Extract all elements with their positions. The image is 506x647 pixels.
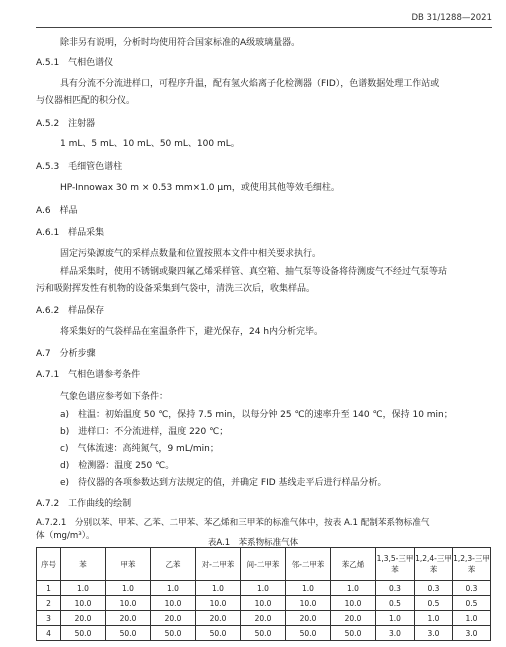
col-header: 苯乙烯 <box>331 548 376 581</box>
table-cell: 50.0 <box>196 626 241 641</box>
col-header: 序号 <box>37 548 61 581</box>
table-header-row <box>37 548 491 581</box>
table-cell: 1.0 <box>241 581 286 596</box>
para-column: HP-Innowax 30 m × 0.53 mm×1.0 μm，或使用其他等效毛细柱。 <box>60 183 340 193</box>
table-cell: 0.5 <box>453 596 491 611</box>
para-glassware: 除非另有说明，分析时均使用符合国家标准的A级玻璃量器。 <box>60 38 301 48</box>
table-cell: 10.0 <box>241 596 286 611</box>
heading-a62: A.6.2 样品保存 <box>36 306 105 316</box>
para-syringe: 1 mL、5 mL、10 mL、50 mL、100 mL。 <box>60 139 240 149</box>
table-row <box>37 626 491 641</box>
table-cell: 20.0 <box>331 611 376 626</box>
col-header: 甲苯 <box>106 548 151 581</box>
table-cell: 0.3 <box>376 581 415 596</box>
table-cell: 20.0 <box>61 611 106 626</box>
table-cell: 1.0 <box>453 611 491 626</box>
heading-a53: A.5.3 毛细管色谱柱 <box>36 162 123 172</box>
table-cell: 50.0 <box>61 626 106 641</box>
para-gc-2: 与仪器相匹配的积分仪。 <box>36 96 136 106</box>
heading-a6: A.6 样品 <box>36 206 78 216</box>
table-cell: 20.0 <box>286 611 331 626</box>
table-cell: 1.0 <box>61 581 106 596</box>
table-cell: 20.0 <box>241 611 286 626</box>
table-cell: 20.0 <box>151 611 196 626</box>
table-cell: 50.0 <box>106 626 151 641</box>
heading-a61: A.6.1 样品采集 <box>36 228 105 238</box>
table-cell: 10.0 <box>331 596 376 611</box>
col-header: 对-二甲苯 <box>196 548 241 581</box>
para-conditions: 气象色谱应参考如下条件： <box>60 392 169 402</box>
col-header: 乙苯 <box>151 548 196 581</box>
table-cell: 0.5 <box>415 596 453 611</box>
para-standard-2: 体（mg/m³）。 <box>36 531 95 541</box>
table-cell: 0.3 <box>415 581 453 596</box>
standard-code: DB 31/1288—2021 <box>411 13 492 23</box>
table-cell: 1.0 <box>106 581 151 596</box>
heading-a71: A.7.1 气相色谱参考条件 <box>36 370 141 380</box>
para-gc-1: 具有分流不分流进样口，可程序升温，配有氢火焰离子化检测器（FID），色谱数据处理工作站或 <box>60 79 440 89</box>
table-row <box>37 611 491 626</box>
table-cell: 1.0 <box>331 581 376 596</box>
list-item-e: e) 待仪器的各项参数达到方法规定的值，并确定 FID 基线走平后进行样品分析。 <box>60 478 387 488</box>
table-cell: 3 <box>37 611 61 626</box>
table-cell: 3.0 <box>376 626 415 641</box>
col-header: 邻-二甲苯 <box>286 548 331 581</box>
para-sampling-1: 固定污染源废气的采样点数量和位置按照本文件中相关要求执行。 <box>60 249 322 259</box>
table-cell: 50.0 <box>286 626 331 641</box>
table-cell: 1 <box>37 581 61 596</box>
header-rule <box>36 27 492 28</box>
list-item-c: c) 气体流速：高纯氮气，9 mL/min； <box>60 444 219 454</box>
table-cell: 10.0 <box>196 596 241 611</box>
para-sampling-2: 样品采集时，使用不锈钢或聚四氟乙烯采样管、真空箱、抽气泵等设备将待测废气不经过气泵等玷 <box>60 267 448 277</box>
table-cell: 50.0 <box>241 626 286 641</box>
table-cell: 1.0 <box>286 581 331 596</box>
col-header: 1,3,5-三甲苯 <box>376 548 415 581</box>
table-cell: 10.0 <box>151 596 196 611</box>
heading-a51: A.5.1 气相色谱仪 <box>36 58 114 68</box>
table-cell: 2 <box>37 596 61 611</box>
table-cell: 50.0 <box>331 626 376 641</box>
heading-a7: A.7 分析步骤 <box>36 349 96 359</box>
table-cell: 50.0 <box>151 626 196 641</box>
table-cell: 20.0 <box>106 611 151 626</box>
table-cell: 1.0 <box>151 581 196 596</box>
heading-a52: A.5.2 注射器 <box>36 119 96 129</box>
col-header: 苯 <box>61 548 106 581</box>
table-cell: 0.3 <box>453 581 491 596</box>
table-row <box>37 596 491 611</box>
list-item-d: d) 检测器：温度 250 ℃。 <box>60 461 175 471</box>
table-cell: 10.0 <box>286 596 331 611</box>
table-cell: 1.0 <box>376 611 415 626</box>
standard-gas-table <box>36 547 491 641</box>
para-standard-1: A.7.2.1 分别以苯、甲苯、乙苯、二甲苯、苯乙烯和三甲苯的标准气体中，按表 A.1 配制苯系物标准气 <box>36 518 430 528</box>
table-cell: 3.0 <box>453 626 491 641</box>
table-cell: 20.0 <box>196 611 241 626</box>
table-cell: 4 <box>37 626 61 641</box>
para-storage: 将采集好的气袋样品在室温条件下，避光保存，24 h内分析完毕。 <box>60 327 324 337</box>
table-cell: 1.0 <box>415 611 453 626</box>
table-row <box>37 581 491 596</box>
table-cell: 0.5 <box>376 596 415 611</box>
table-cell: 1.0 <box>196 581 241 596</box>
para-sampling-3: 污和吸附挥发性有机物的设备采集到气袋中，清洗三次后，收集样品。 <box>36 284 316 294</box>
col-header: 间-二甲苯 <box>241 548 286 581</box>
heading-a72: A.7.2 工作曲线的绘制 <box>36 499 132 509</box>
col-header: 1,2,3-三甲苯 <box>453 548 491 581</box>
table-caption: 表A.1 苯系物标准气体 <box>207 538 299 548</box>
table-cell: 10.0 <box>61 596 106 611</box>
table-cell: 10.0 <box>106 596 151 611</box>
list-item-b: b) 进样口：不分流进样，温度 220 ℃； <box>60 427 229 437</box>
col-header: 1,2,4-三甲苯 <box>415 548 453 581</box>
list-item-a: a) 柱温：初始温度 50 ℃，保持 7.5 min，以每分钟 25 ℃的速率升至 140 ℃，保持 10 min； <box>60 410 453 420</box>
table-cell: 3.0 <box>415 626 453 641</box>
